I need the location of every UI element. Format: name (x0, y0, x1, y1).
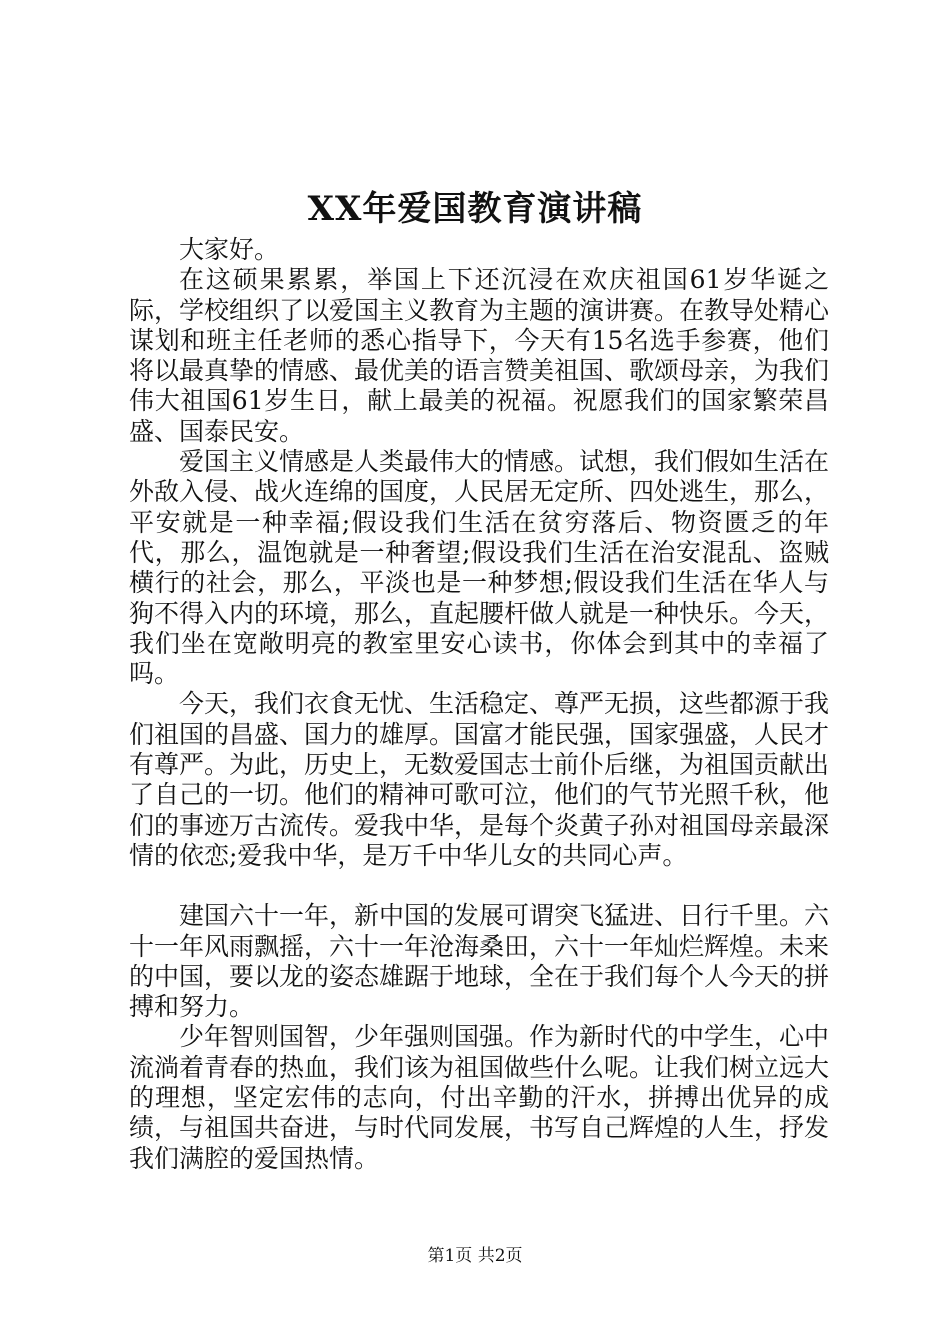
paragraph-sixty-one-years: 建国六十一年，新中国的发展可谓突飞猛进、日行千里。六十一年风雨飘摇，六十一年沧海桑田，六十一年灿烂辉煌。未来的中国，要以龙的姿态雄踞于地球，全在于我们每个人今天的拼搏和努力。 (129, 901, 830, 1022)
paragraph-prosperity: 今天，我们衣食无忧、生活稳定、尊严无损，这些都源于我们祖国的昌盛、国力的雄厚。国富才能民强，国家强盛，人民才有尊严。为此，历史上，无数爱国志士前仆后继，为祖国贡献出了自己的一切。他们的精神可歌可泣，他们的气节光照千秋，他们的事迹万古流传。爱我中华，是每个炎黄子孙对祖国母亲最深情的依恋;爱我中华，是万千中华儿女的共同心声。 (129, 689, 830, 870)
paragraph-introduction: 在这硕果累累，举国上下还沉浸在欢庆祖国61岁华诞之际，学校组织了以爱国主义教育为主题的演讲赛。在教导处精心谋划和班主任老师的悉心指导下，今天有15名选手参赛，他们将以最真挚的情感、最优美的语言赞美祖国、歌颂母亲，为我们伟大祖国61岁生日，献上最美的祝福。祝愿我们的国家繁荣昌盛、国泰民安。 (129, 265, 830, 446)
paragraph-youth: 少年智则国智，少年强则国强。作为新时代的中学生，心中流淌着青春的热血，我们该为祖国做些什么呢。让我们树立远大的理想，坚定宏伟的志向，付出辛勤的汗水，拼搏出优异的成绩，与祖国共奋进，与时代同发展，书写自己辉煌的人生，抒发我们满腔的爱国热情。 (129, 1022, 830, 1173)
document-title: XX年爱国教育演讲稿 (307, 189, 643, 229)
paragraph-patriotic-emotion: 爱国主义情感是人类最伟大的情感。试想，我们假如生活在外敌入侵、战火连绵的国度，人民居无定所、四处逃生，那么，平安就是一种幸福;假设我们生活在贫穷落后、物资匮乏的年代，那么，温饱就是一种奢望;假设我们生活在治安混乱、盗贼横行的社会，那么，平淡也是一种梦想;假设我们生活在华人与狗不得入内的环境，那么，直起腰杆做人就是一种快乐。今天，我们坐在宽敞明亮的教室里安心读书，你体会到其中的幸福了吗。 (129, 447, 830, 689)
page-footer: 第1页 共2页 (427, 1246, 523, 1266)
paragraph-greeting: 大家好。 (179, 235, 280, 264)
document-body (129, 235, 829, 1174)
